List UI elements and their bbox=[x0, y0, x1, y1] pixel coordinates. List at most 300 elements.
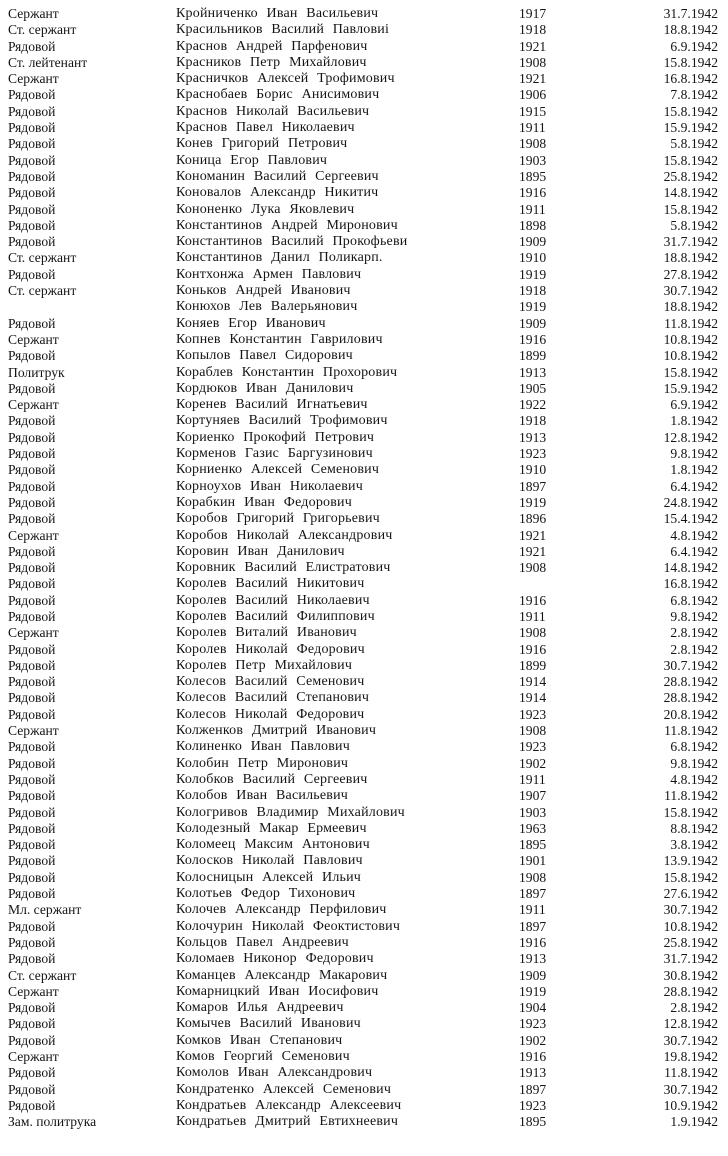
birth-year-cell: 1916 bbox=[519, 641, 547, 657]
rank-cell: Рядовой bbox=[8, 1000, 56, 1016]
rank-cell: Рядовой bbox=[8, 739, 56, 755]
list-row bbox=[0, 870, 728, 886]
birth-year-cell: 1895 bbox=[519, 837, 547, 853]
rank-cell: Рядовой bbox=[8, 380, 56, 396]
birth-year-cell: 1895 bbox=[519, 1114, 547, 1130]
date-cell: 31.7.1942 bbox=[663, 951, 718, 967]
name-cell: Колобков Василий Сергеевич bbox=[176, 771, 368, 787]
list-row bbox=[0, 365, 728, 381]
date-cell: 30.7.1942 bbox=[663, 1081, 718, 1097]
name-cell: Коняев Егор Иванович bbox=[176, 315, 326, 331]
birth-year-cell: 1919 bbox=[519, 494, 547, 510]
name-cell: Коновалов Александр Никитич bbox=[176, 185, 379, 201]
birth-year-cell: 1908 bbox=[519, 560, 547, 576]
date-cell: 11.8.1942 bbox=[664, 1065, 718, 1081]
date-cell: 11.8.1942 bbox=[664, 788, 718, 804]
date-cell: 15.9.1942 bbox=[663, 380, 718, 396]
list-row bbox=[0, 234, 728, 250]
list-row bbox=[0, 462, 728, 478]
birth-year-cell: 1903 bbox=[519, 152, 547, 168]
birth-year-cell: 1903 bbox=[519, 804, 547, 820]
rank-cell: Рядовой bbox=[8, 674, 56, 690]
date-cell: 6.9.1942 bbox=[670, 397, 718, 413]
name-cell: Краснов Павел Николаевич bbox=[176, 120, 355, 136]
date-cell: 10.8.1942 bbox=[663, 331, 718, 347]
birth-year-cell: 1917 bbox=[519, 6, 547, 21]
name-cell: Константинов Андрей Миронович bbox=[176, 217, 398, 233]
name-cell: Красильников Василий Павловиі bbox=[176, 22, 390, 38]
date-cell: 4.8.1942 bbox=[670, 771, 718, 787]
name-cell: Коренев Василий Игнатьевич bbox=[176, 397, 368, 413]
birth-year-cell: 1919 bbox=[519, 266, 547, 282]
date-cell: 11.8.1942 bbox=[664, 315, 718, 331]
rank-cell: Рядовой bbox=[8, 1097, 56, 1113]
rank-cell: Рядовой bbox=[8, 348, 56, 364]
rank-cell: Рядовой bbox=[8, 494, 56, 510]
birth-year-cell: 1921 bbox=[519, 71, 547, 87]
date-cell: 2.8.1942 bbox=[670, 641, 718, 657]
list-row bbox=[0, 935, 728, 951]
date-cell: 31.7.1942 bbox=[663, 234, 718, 250]
name-cell: Кологривов Владимир Михайлович bbox=[176, 804, 405, 820]
birth-year-cell: 1910 bbox=[519, 250, 547, 266]
name-cell: Коробов Николай Александрович bbox=[176, 527, 393, 543]
name-cell: Красничков Алексей Трофимович bbox=[176, 71, 395, 87]
date-cell: 6.8.1942 bbox=[670, 592, 718, 608]
name-cell: Коньков Андрей Иванович bbox=[176, 283, 351, 299]
date-cell: 2.8.1942 bbox=[670, 1000, 718, 1016]
name-cell: Константинов Василий Прокофьеви bbox=[176, 234, 408, 250]
rank-cell: Рядовой bbox=[8, 462, 56, 478]
name-cell: Колодезный Макар Ермеевич bbox=[176, 820, 367, 836]
date-cell: 15.4.1942 bbox=[663, 511, 718, 527]
date-cell: 15.8.1942 bbox=[663, 103, 718, 119]
list-row bbox=[0, 902, 728, 918]
birth-year-cell: 1923 bbox=[519, 739, 547, 755]
rank-cell: Рядовой bbox=[8, 478, 56, 494]
birth-year-cell: 1921 bbox=[519, 38, 547, 54]
list-row bbox=[0, 642, 728, 658]
date-cell: 1.8.1942 bbox=[670, 462, 718, 478]
birth-year-cell: 1911 bbox=[519, 201, 546, 217]
date-cell: 28.8.1942 bbox=[663, 674, 718, 690]
name-cell: Комолов Иван Александрович bbox=[176, 1065, 373, 1081]
list-row bbox=[0, 739, 728, 755]
rank-cell: Рядовой bbox=[8, 592, 56, 608]
date-cell: 25.8.1942 bbox=[663, 934, 718, 950]
list-row bbox=[0, 218, 728, 234]
list-row bbox=[0, 756, 728, 772]
rank-cell: Политрук bbox=[8, 364, 65, 380]
name-cell: Королев Василий Филиппович bbox=[176, 608, 375, 624]
birth-year-cell: 1899 bbox=[519, 348, 547, 364]
rank-cell: Сержант bbox=[8, 1049, 59, 1064]
list-row bbox=[0, 511, 728, 527]
list-row bbox=[0, 1049, 728, 1065]
rank-cell: Рядовой bbox=[8, 657, 56, 673]
date-cell: 15.8.1942 bbox=[663, 152, 718, 168]
list-row bbox=[0, 609, 728, 625]
name-cell: Комков Иван Степанович bbox=[176, 1032, 343, 1048]
list-row bbox=[0, 853, 728, 869]
date-cell: 6.8.1942 bbox=[670, 739, 718, 755]
list-row bbox=[0, 674, 728, 690]
list-row bbox=[0, 821, 728, 837]
birth-year-cell: 1897 bbox=[519, 1081, 547, 1097]
date-cell: 18.8.1942 bbox=[663, 22, 718, 38]
rank-cell: Рядовой bbox=[8, 804, 56, 820]
date-cell: 30.7.1942 bbox=[663, 1032, 718, 1048]
name-cell: Комарницкий Иван Иосифович bbox=[176, 983, 379, 999]
list-row bbox=[0, 1065, 728, 1081]
date-cell: 9.8.1942 bbox=[670, 446, 718, 462]
name-cell: Корноухов Иван Николаевич bbox=[176, 478, 363, 494]
birth-year-cell: 1909 bbox=[519, 967, 547, 983]
date-cell: 10.8.1942 bbox=[663, 348, 718, 364]
casualty-list bbox=[0, 6, 728, 1130]
birth-year-cell: 1896 bbox=[519, 511, 547, 527]
date-cell: 13.9.1942 bbox=[663, 853, 718, 869]
birth-year-cell: 1911 bbox=[519, 120, 546, 136]
birth-year-cell: 1916 bbox=[519, 592, 547, 608]
rank-cell: Рядовой bbox=[8, 869, 56, 885]
list-row bbox=[0, 544, 728, 560]
rank-cell: Сержант bbox=[8, 625, 59, 641]
birth-year-cell: 1922 bbox=[519, 397, 547, 413]
date-cell: 18.8.1942 bbox=[663, 250, 718, 266]
birth-year-cell: 1897 bbox=[519, 478, 547, 494]
rank-cell: Рядовой bbox=[8, 152, 56, 168]
rank-cell: Рядовой bbox=[8, 1032, 56, 1048]
name-cell: Королев Василий Николаевич bbox=[176, 592, 370, 608]
name-cell: Кондратьев Дмитрий Евтихнеевич bbox=[176, 1114, 399, 1130]
birth-year-cell: 1918 bbox=[519, 283, 547, 299]
list-row bbox=[0, 250, 728, 266]
rank-cell: Рядовой bbox=[8, 120, 56, 136]
name-cell: Константинов Данил Поликарп. bbox=[176, 250, 383, 266]
date-cell: 30.8.1942 bbox=[663, 967, 718, 983]
list-row bbox=[0, 1082, 728, 1098]
rank-cell: Рядовой bbox=[8, 886, 56, 902]
name-cell: Колотьев Федор Тихонович bbox=[176, 886, 356, 902]
list-row bbox=[0, 919, 728, 935]
rank-cell: Рядовой bbox=[8, 690, 56, 706]
rank-cell: Рядовой bbox=[8, 201, 56, 217]
rank-cell: Рядовой bbox=[8, 755, 56, 771]
rank-cell: Ст. лейтенант bbox=[8, 54, 88, 70]
rank-cell: Рядовой bbox=[8, 38, 56, 54]
birth-year-cell: 1904 bbox=[519, 1000, 547, 1016]
birth-year-cell: 1895 bbox=[519, 168, 547, 184]
birth-year-cell: 1906 bbox=[519, 87, 547, 103]
name-cell: Колесов Василий Семенович bbox=[176, 674, 365, 690]
list-row bbox=[0, 104, 728, 120]
list-row bbox=[0, 397, 728, 413]
name-cell: Краснобаев Борис Анисимович bbox=[176, 87, 380, 103]
list-row bbox=[0, 202, 728, 218]
name-cell: Кономанин Василий Сергеевич bbox=[176, 168, 379, 184]
birth-year-cell: 1923 bbox=[519, 706, 547, 722]
name-cell: Красников Петр Михайлович bbox=[176, 54, 367, 70]
name-cell: Копылов Павел Сидорович bbox=[176, 348, 353, 364]
birth-year-cell: 1918 bbox=[519, 413, 547, 429]
date-cell: 6.4.1942 bbox=[670, 543, 718, 559]
date-cell: 18.8.1942 bbox=[663, 299, 718, 315]
list-row bbox=[0, 136, 728, 152]
date-cell: 1.8.1942 bbox=[670, 413, 718, 429]
name-cell: Конюхов Лев Валерьянович bbox=[176, 299, 358, 315]
birth-year-cell: 1913 bbox=[519, 1065, 547, 1081]
list-row bbox=[0, 576, 728, 592]
list-row bbox=[0, 446, 728, 462]
birth-year-cell: 1908 bbox=[519, 723, 547, 739]
list-row bbox=[0, 805, 728, 821]
rank-cell: Рядовой bbox=[8, 820, 56, 836]
list-row bbox=[0, 707, 728, 723]
birth-year-cell: 1899 bbox=[519, 657, 547, 673]
date-cell: 19.8.1942 bbox=[663, 1049, 718, 1064]
date-cell: 30.7.1942 bbox=[663, 902, 718, 918]
name-cell: Кольцов Павел Андреевич bbox=[176, 934, 349, 950]
name-cell: Колосков Николай Павлович bbox=[176, 853, 363, 869]
rank-cell: Рядовой bbox=[8, 315, 56, 331]
rank-cell: Рядовой bbox=[8, 234, 56, 250]
list-row bbox=[0, 1114, 728, 1130]
birth-year-cell: 1909 bbox=[519, 234, 547, 250]
date-cell: 10.9.1942 bbox=[663, 1097, 718, 1113]
name-cell: Комычев Василий Иванович bbox=[176, 1016, 361, 1032]
rank-cell: Рядовой bbox=[8, 576, 56, 592]
date-cell: 25.8.1942 bbox=[663, 168, 718, 184]
name-cell: Конев Григорий Петрович bbox=[176, 136, 348, 152]
name-cell: Кордюков Иван Данилович bbox=[176, 380, 354, 396]
rank-cell: Рядовой bbox=[8, 934, 56, 950]
date-cell: 16.8.1942 bbox=[663, 576, 718, 592]
rank-cell: Рядовой bbox=[8, 706, 56, 722]
name-cell: Контхонжа Армен Павлович bbox=[176, 266, 362, 282]
rank-cell: Рядовой bbox=[8, 837, 56, 853]
list-row bbox=[0, 1033, 728, 1049]
date-cell: 9.8.1942 bbox=[670, 755, 718, 771]
rank-cell: Рядовой bbox=[8, 511, 56, 527]
rank-cell: Мл. сержант bbox=[8, 902, 82, 918]
date-cell: 16.8.1942 bbox=[663, 71, 718, 87]
rank-cell: Рядовой bbox=[8, 1016, 56, 1032]
date-cell: 20.8.1942 bbox=[663, 706, 718, 722]
name-cell: Коломаев Никонор Федорович bbox=[176, 951, 374, 967]
rank-cell: Ст. сержант bbox=[8, 250, 77, 266]
birth-year-cell: 1911 bbox=[519, 771, 546, 787]
rank-cell: Сержант bbox=[8, 331, 59, 347]
name-cell: Копнев Константин Гаврилович bbox=[176, 331, 383, 347]
birth-year-cell: 1908 bbox=[519, 869, 547, 885]
birth-year-cell: 1897 bbox=[519, 918, 547, 934]
list-row bbox=[0, 479, 728, 495]
date-cell: 14.8.1942 bbox=[663, 185, 718, 201]
name-cell: Краснов Андрей Парфенович bbox=[176, 38, 368, 54]
list-row bbox=[0, 185, 728, 201]
date-cell: 8.8.1942 bbox=[670, 820, 718, 836]
birth-year-cell: 1910 bbox=[519, 462, 547, 478]
birth-year-cell: 1963 bbox=[519, 820, 547, 836]
name-cell: Коробов Григорий Григорьевич bbox=[176, 511, 380, 527]
list-row bbox=[0, 1098, 728, 1114]
rank-cell: Рядовой bbox=[8, 103, 56, 119]
birth-year-cell: 1908 bbox=[519, 625, 547, 641]
list-row bbox=[0, 39, 728, 55]
rank-cell: Рядовой bbox=[8, 1081, 56, 1097]
rank-cell: Рядовой bbox=[8, 413, 56, 429]
birth-year-cell: 1913 bbox=[519, 429, 547, 445]
list-row bbox=[0, 625, 728, 641]
birth-year-cell: 1918 bbox=[519, 22, 547, 38]
list-row bbox=[0, 886, 728, 902]
name-cell: Кондратьев Александр Алексеевич bbox=[176, 1097, 402, 1113]
list-row bbox=[0, 316, 728, 332]
name-cell: Королев Василий Никитович bbox=[176, 576, 365, 592]
date-cell: 12.8.1942 bbox=[663, 1016, 718, 1032]
name-cell: Коница Егор Павлович bbox=[176, 152, 328, 168]
date-cell: 15.8.1942 bbox=[663, 54, 718, 70]
birth-year-cell: 1902 bbox=[519, 1032, 547, 1048]
rank-cell: Рядовой bbox=[8, 951, 56, 967]
rank-cell: Рядовой bbox=[8, 918, 56, 934]
date-cell: 2.8.1942 bbox=[670, 625, 718, 641]
list-row bbox=[0, 71, 728, 87]
rank-cell: Рядовой bbox=[8, 1065, 56, 1081]
date-cell: 24.8.1942 bbox=[663, 494, 718, 510]
date-cell: 6.9.1942 bbox=[670, 38, 718, 54]
date-cell: 11.8.1942 bbox=[664, 723, 718, 739]
name-cell: Кройниченко Иван Васильевич bbox=[176, 6, 379, 21]
date-cell: 4.8.1942 bbox=[670, 527, 718, 543]
name-cell: Колесов Николай Федорович bbox=[176, 706, 365, 722]
birth-year-cell: 1902 bbox=[519, 755, 547, 771]
list-row bbox=[0, 332, 728, 348]
list-row bbox=[0, 772, 728, 788]
rank-cell: Рядовой bbox=[8, 560, 56, 576]
date-cell: 15.8.1942 bbox=[663, 201, 718, 217]
name-cell: Королев Виталий Иванович bbox=[176, 625, 357, 641]
date-cell: 7.8.1942 bbox=[670, 87, 718, 103]
list-row bbox=[0, 495, 728, 511]
date-cell: 27.6.1942 bbox=[663, 886, 718, 902]
rank-cell: Рядовой bbox=[8, 543, 56, 559]
name-cell: Колобин Петр Миронович bbox=[176, 755, 349, 771]
list-row bbox=[0, 430, 728, 446]
name-cell: Коровин Иван Данилович bbox=[176, 543, 345, 559]
list-row bbox=[0, 153, 728, 169]
date-cell: 28.8.1942 bbox=[663, 983, 718, 999]
list-row bbox=[0, 658, 728, 674]
name-cell: Колочев Александр Перфилович bbox=[176, 902, 387, 918]
rank-cell: Сержант bbox=[8, 723, 59, 739]
list-row bbox=[0, 299, 728, 315]
list-row bbox=[0, 22, 728, 38]
name-cell: Кондратенко Алексей Семенович bbox=[176, 1081, 392, 1097]
rank-cell: Рядовой bbox=[8, 136, 56, 152]
birth-year-cell: 1923 bbox=[519, 1016, 547, 1032]
rank-cell: Сержант bbox=[8, 6, 59, 21]
birth-year-cell: 1921 bbox=[519, 527, 547, 543]
name-cell: Кортуняев Василий Трофимович bbox=[176, 413, 388, 429]
name-cell: Коломеец Максим Антонович bbox=[176, 837, 370, 853]
date-cell: 12.8.1942 bbox=[663, 429, 718, 445]
date-cell: 5.8.1942 bbox=[670, 136, 718, 152]
birth-year-cell: 1907 bbox=[519, 788, 547, 804]
date-cell: 27.8.1942 bbox=[663, 266, 718, 282]
rank-cell: Ст. сержант bbox=[8, 22, 77, 38]
birth-year-cell: 1916 bbox=[519, 185, 547, 201]
birth-year-cell: 1897 bbox=[519, 886, 547, 902]
rank-cell: Сержант bbox=[8, 71, 59, 87]
name-cell: Королев Петр Михайлович bbox=[176, 657, 353, 673]
rank-cell: Рядовой bbox=[8, 266, 56, 282]
name-cell: Колесов Василий Степанович bbox=[176, 690, 370, 706]
name-cell: Кононенко Лука Яковлевич bbox=[176, 201, 355, 217]
date-cell: 30.7.1942 bbox=[663, 657, 718, 673]
list-row bbox=[0, 690, 728, 706]
name-cell: Колобов Иван Васильевич bbox=[176, 788, 349, 804]
date-cell: 1.9.1942 bbox=[670, 1114, 718, 1130]
name-cell: Колочурин Николай Феоктистович bbox=[176, 918, 401, 934]
list-row bbox=[0, 381, 728, 397]
birth-year-cell: 1913 bbox=[519, 951, 547, 967]
birth-year-cell: 1923 bbox=[519, 1097, 547, 1113]
rank-cell: Рядовой bbox=[8, 641, 56, 657]
rank-cell: Сержант bbox=[8, 983, 59, 999]
date-cell: 30.7.1942 bbox=[663, 283, 718, 299]
birth-year-cell: 1911 bbox=[519, 608, 546, 624]
birth-year-cell: 1914 bbox=[519, 690, 547, 706]
date-cell: 10.8.1942 bbox=[663, 918, 718, 934]
date-cell: 5.8.1942 bbox=[670, 217, 718, 233]
list-row bbox=[0, 593, 728, 609]
name-cell: Кориенко Прокофий Петрович bbox=[176, 429, 375, 445]
date-cell: 15.8.1942 bbox=[663, 869, 718, 885]
birth-year-cell: 1908 bbox=[519, 136, 547, 152]
name-cell: Королев Николай Федорович bbox=[176, 641, 365, 657]
rank-cell: Рядовой bbox=[8, 87, 56, 103]
name-cell: Краснов Николай Васильевич bbox=[176, 103, 370, 119]
rank-cell: Рядовой bbox=[8, 217, 56, 233]
birth-year-cell: 1911 bbox=[519, 902, 546, 918]
list-row bbox=[0, 348, 728, 364]
date-cell: 31.7.1942 bbox=[663, 6, 718, 21]
rank-cell: Рядовой bbox=[8, 168, 56, 184]
list-row bbox=[0, 560, 728, 576]
rank-cell: Сержант bbox=[8, 397, 59, 413]
list-row bbox=[0, 413, 728, 429]
date-cell: 3.8.1942 bbox=[670, 837, 718, 853]
date-cell: 6.4.1942 bbox=[670, 478, 718, 494]
name-cell: Колиненко Иван Павлович bbox=[176, 739, 350, 755]
birth-year-cell: 1919 bbox=[519, 983, 547, 999]
list-row bbox=[0, 120, 728, 136]
name-cell: Корабкин Иван Федорович bbox=[176, 494, 352, 510]
name-cell: Команцев Александр Макарович bbox=[176, 967, 388, 983]
list-row bbox=[0, 968, 728, 984]
rank-cell: Рядовой bbox=[8, 771, 56, 787]
rank-cell: Рядовой bbox=[8, 788, 56, 804]
date-cell: 15.9.1942 bbox=[663, 120, 718, 136]
list-row bbox=[0, 267, 728, 283]
rank-cell: Рядовой bbox=[8, 185, 56, 201]
list-row bbox=[0, 1000, 728, 1016]
list-row bbox=[0, 283, 728, 299]
date-cell: 28.8.1942 bbox=[663, 690, 718, 706]
list-row bbox=[0, 788, 728, 804]
